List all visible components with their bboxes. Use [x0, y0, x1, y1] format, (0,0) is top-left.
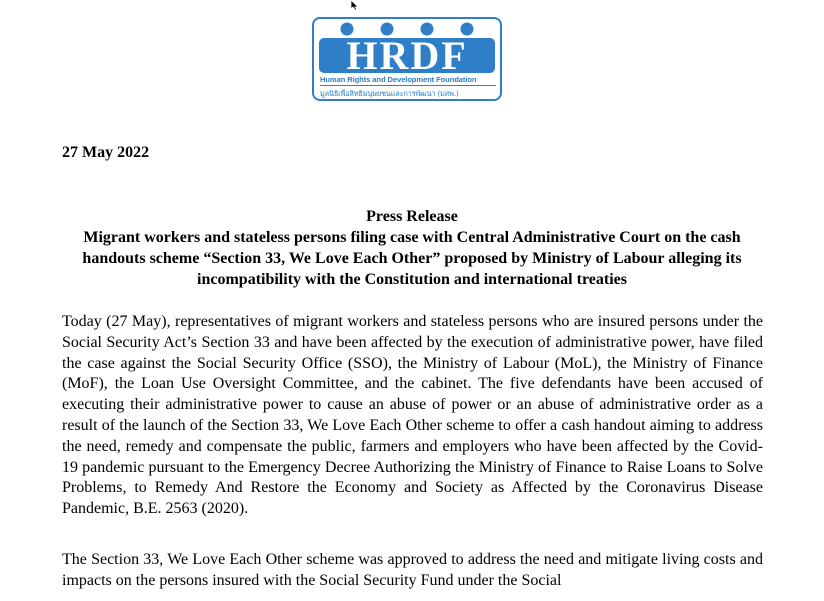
hrdf-logo-mark — [314, 19, 500, 75]
document-date: 27 May 2022 — [62, 144, 150, 161]
heading-label: Press Release — [366, 208, 458, 225]
logo-letters: HRDF — [346, 33, 468, 75]
press-release-heading — [56, 206, 768, 290]
body-paragraph: Today (27 May), representatives of migrant workers and stateless persons who are insured persons under the Social Security Act’s Section 33 and have been affected by the execution of administrative power, have filed the case against the Social Security Office (SSO), the Ministry of Labour (MoL), the Ministry of Finance (MoF), the Loan Use Oversight Committee, and the cabinet. The five defendants have been accused of executing their administrative power to cause an abuse of power or an abuse of administrative order as a result of the launch of the Section 33, We Love Each Other scheme to offer a cash handout aiming to address the need, remedy and compensate the public, farmers and employers who have been affected by the Covid-19 pandemic pursuant to the Emergency Decree Authorizing the Ministry of Finance to Raise Loans to Solve Problems, to Remedy And Restore the Economy and Society as Affected by the Coronavirus Disease Pandemic, B.E. 2563 (2020). — [62, 313, 763, 518]
logo-name-english: Human Rights and Development Foundation — [320, 75, 496, 86]
hrdf-logo — [312, 17, 502, 101]
press-release-title: Migrant workers and stateless persons filing case with Central Administrative Court on the cash handouts scheme “Section 33, We Love Each Other” proposed by Ministry of Labour alleging its incompatibility with the Constitution and international treaties — [82, 229, 742, 288]
logo-name-thai: มูลนิธิเพื่อสิทธิมนุษยชนและการพัฒนา (มสพ.) — [320, 89, 459, 98]
mouse-cursor-icon — [349, 0, 363, 10]
body-paragraph: The Section 33, We Love Each Other scheme was approved to address the need and mitigate living costs and impacts on the persons insured with the Social Security Fund under the Social — [62, 551, 763, 589]
